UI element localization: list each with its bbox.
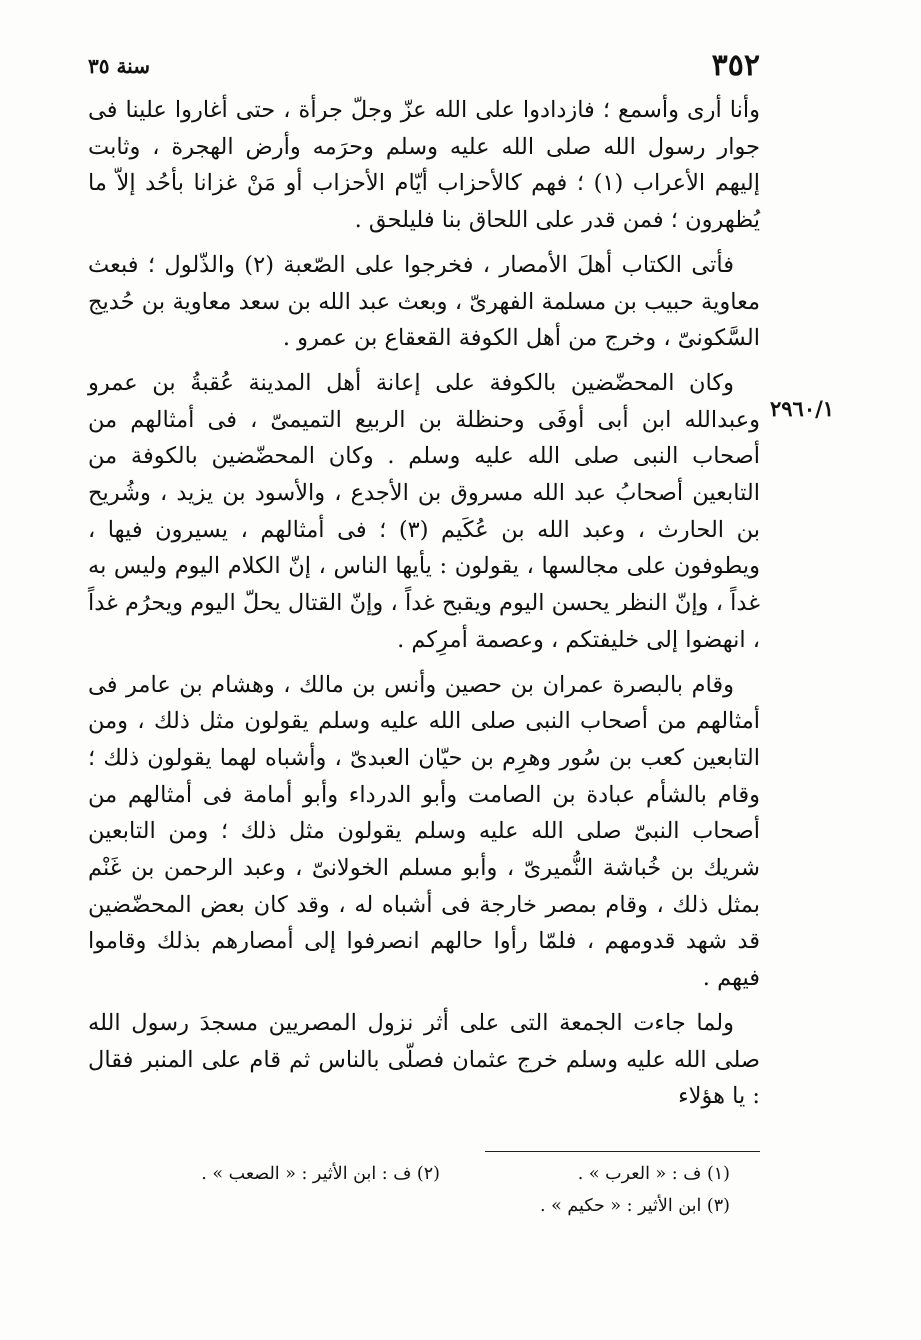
footnotes [150,1158,730,1222]
footnote-3: (٣) ابن الأثير : « حكيم » . [540,1196,730,1216]
paragraph-5: ولما جاءت الجمعة التى على أثر نزول المصريين مسجدَ رسول الله صلى الله عليه وسلم خرج عثمان فصلّى بالناس ثم قام على المنبر فقال : يا هؤلاء [88,1009,760,1110]
footnote-row [150,1158,730,1190]
footnote-1: (١) ف : « العرب » . [577,1164,730,1184]
footnote-divider [485,1151,760,1152]
main-text [88,92,760,1115]
paragraph-3: وكان المحضّضين بالكوفة على إعانة أهل المدينة عُقبةُ بن عمرو وعبدالله ابن أبى أوفَى وحنظلة بن الربيع التميمىّ ، فى أمثالهم من أصحاب النبى صلى الله عليه وسلم . وكان المحضّضين بالكوفة من التابعين أصحابُ عبد الله مسروق بن الأجدع ، والأسود بن يزيد ، وشُريح بن الحارث ، وعبد الله بن عُكَيم (٣) ؛ فى أمثالهم ، يسيرون فيها ، ويطوفون على مجالسها ، يقولون : يأيها الناس ، إنّ الكلام اليوم وليس به غداً ، وإنّ النظر يحسن اليوم ويقبح غداً ، وإنّ القتال يحلّ اليوم ويحرُم غداً ، انهضوا إلى خليفتكم ، وعصمة أمرِكم . [88,369,760,653]
footnote-2: (٢) ف : ابن الأثير : « الصعب » . [201,1164,440,1184]
paragraph-4: وقام بالبصرة عمران بن حصين وأنس بن مالك ، وهشام بن عامر فى أمثالهم من أصحاب النبى صلى الله عليه وسلم يقولون مثل ذلك ، ومن التابعين كعب بن سُور وهرِم بن حيّان العبدىّ ، وأشباه لهما يقولون ذلك ؛ وقام بالشأم عبادة بن الصامت وأبو الدرداء وأبو أمامة فى أمثالهم من أصحاب النبىّ صلى الله عليه وسلم يقولون مثل ذلك ؛ ومن التابعين شريك بن خُباشة النُّميرىّ ، وأبو مسلم الخولانىّ ، وعبد الرحمن بن غَنْم بمثل ذلك ، وقام بمصر خارجة فى أشباه له ، وقد كان بعض المحضّضين قد شهد قدومهم ، فلمّا رأوا حالهم انصرفوا إلى أمصارهم بذلك وقاموا فيهم . [88,671,760,992]
paragraph-2: فأتى الكتاب أهلَ الأمصار ، فخرجوا على الصّعبة (٢) والذّلول ؛ فبعث معاوية حبيب بن مسلمة الفهرىّ ، وبعث عبد الله بن سعد معاوية بن حُديج السَّكونىّ ، وخرج من أهل الكوفة القعقاع بن عمرو . [88,251,760,352]
page-number: ٣٥٢ [711,48,760,83]
paragraph-1: وأنا أرى وأسمع ؛ فازدادوا على الله عزّ وجلّ جرأة ، حتى أغاروا علينا فى جوار رسول الله صلى الله عليه وسلم وحرَمه وأرض الهجرة ، وثابت إليهم الأعراب (١) ؛ فهم كالأحزاب أيّام الأحزاب أو مَنْ غزانا بأحُد إلاّ ما يُظهرون ؛ فمن قدر على اللحاق بنا فليلحق . [88,97,760,234]
running-head-year: سنة ٣٥ [88,54,150,78]
page-header [88,48,760,88]
margin-reference: ٢٩٦٠/١ [770,396,835,421]
